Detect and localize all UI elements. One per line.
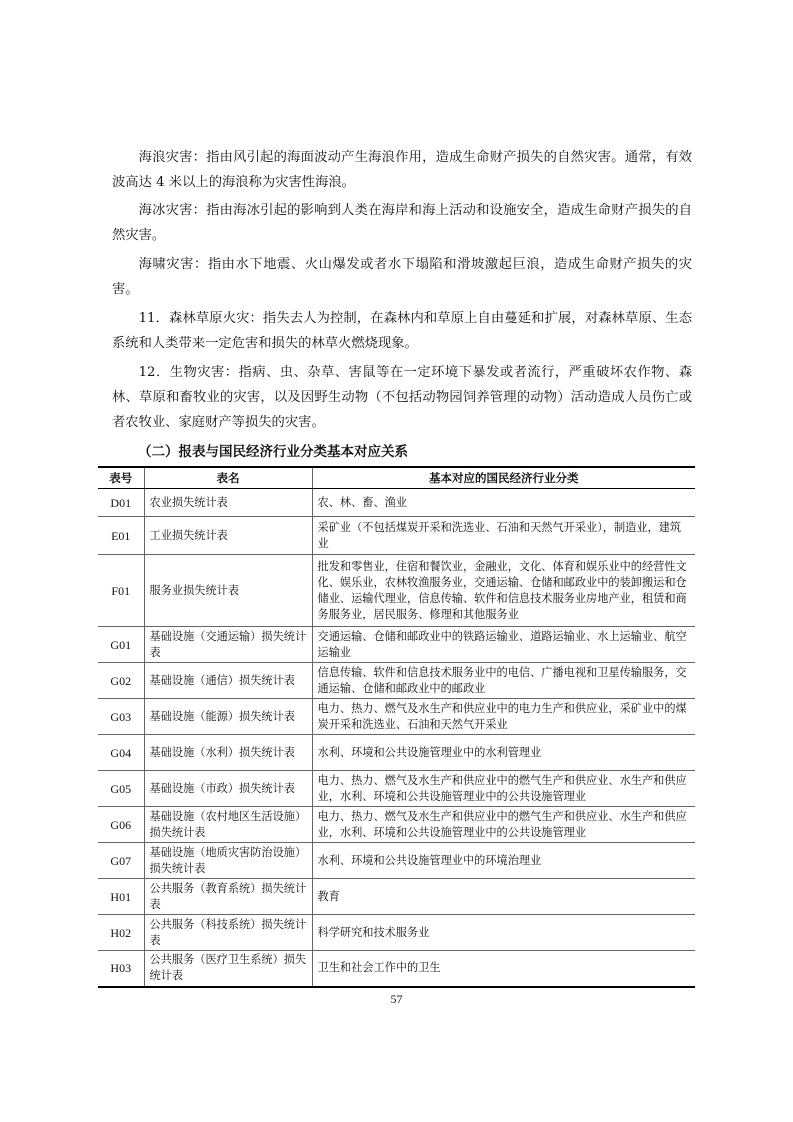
row-name: 工业损失统计表 xyxy=(144,517,312,555)
table-row xyxy=(98,627,695,663)
paragraph-tsunami-disaster: 海啸灾害：指由水下地震、火山爆发或者水下塌陷和滑坡激起巨浪，造成生命财产损失的灾害。 xyxy=(112,257,692,297)
table-row xyxy=(98,555,695,627)
row-industry: 科学研究和技术服务业 xyxy=(312,915,695,951)
row-code: G03 xyxy=(98,699,144,735)
table-row xyxy=(98,915,695,951)
row-code: H02 xyxy=(98,915,144,951)
paragraph-biological-disaster: 12．生物灾害：指病、虫、杂草、害鼠等在一定环境下暴发或者流行，严重破坏农作物、森林、草原和畜牧业的灾害，以及因野生动物（不包括动物园饲养管理的动物）活动造成人员伤亡或者农牧业、家庭财产等损失的灾害。 xyxy=(112,365,692,430)
table-row xyxy=(98,879,695,915)
table-row xyxy=(98,489,695,517)
row-name: 公共服务（科技系统）损失统计表 xyxy=(144,915,312,951)
row-industry: 信息传输、软件和信息技术服务业中的电信、广播电视和卫星传输服务，交通运输、仓储和邮政业中的邮政业 xyxy=(312,663,695,699)
paragraph-sea-ice-disaster: 海冰灾害：指由海冰引起的影响到人类在海岸和海上活动和设施安全，造成生命财产损失的自然灾害。 xyxy=(112,203,692,243)
row-industry: 农、林、畜、渔业 xyxy=(312,489,695,517)
table-header-row xyxy=(98,467,695,489)
table-row xyxy=(98,807,695,843)
table-row xyxy=(98,771,695,807)
row-name: 基础设施（市政）损失统计表 xyxy=(144,771,312,807)
row-name: 公共服务（医疗卫生系统）损失统计表 xyxy=(144,951,312,987)
row-name: 公共服务（教育系统）损失统计表 xyxy=(144,879,312,915)
table-row xyxy=(98,663,695,699)
row-code: H03 xyxy=(98,951,144,987)
row-name: 农业损失统计表 xyxy=(144,489,312,517)
row-code: G02 xyxy=(98,663,144,699)
row-name: 服务业损失统计表 xyxy=(144,555,312,627)
row-name: 基础设施（交通运输）损失统计表 xyxy=(144,627,312,663)
industry-mapping-table xyxy=(98,466,695,988)
paragraph-forest-fire: 11．森林草原火灾：指失去人为控制，在森林内和草原上自由蔓延和扩展，对森林草原、生态系统和人类带来一定危害和损失的林草火燃烧现象。 xyxy=(112,311,692,351)
row-code: D01 xyxy=(98,489,144,517)
row-industry: 采矿业（不包括煤炭开采和洗选业、石油和天然气开采业），制造业，建筑业 xyxy=(312,517,695,555)
row-name: 基础设施（通信）损失统计表 xyxy=(144,663,312,699)
row-code: G07 xyxy=(98,843,144,879)
table-row xyxy=(98,699,695,735)
row-industry: 电力、热力、燃气及水生产和供应业中的电力生产和供应业，采矿业中的煤炭开采和洗选业、石油和天然气开采业 xyxy=(312,699,695,735)
table-row xyxy=(98,843,695,879)
header-industry: 基本对应的国民经济行业分类 xyxy=(312,467,695,489)
row-name: 基础设施（农村地区生活设施）损失统计表 xyxy=(144,807,312,843)
row-code: G06 xyxy=(98,807,144,843)
header-code: 表号 xyxy=(98,467,144,489)
row-code: G01 xyxy=(98,627,144,663)
page-number: 57 xyxy=(390,992,403,1006)
row-industry: 电力、热力、燃气及水生产和供应业中的燃气生产和供应业、水生产和供应业，水利、环境和公共设施管理业中的公共设施管理业 xyxy=(312,771,695,807)
row-code: F01 xyxy=(98,555,144,627)
row-code: E01 xyxy=(98,517,144,555)
row-code: G05 xyxy=(98,771,144,807)
row-name: 基础设施（地质灾害防治设施）损失统计表 xyxy=(144,843,312,879)
table-row xyxy=(98,951,695,987)
header-name: 表名 xyxy=(144,467,312,489)
row-code: G04 xyxy=(98,735,144,771)
row-industry: 教育 xyxy=(312,879,695,915)
row-industry: 水利、环境和公共设施管理业中的水利管理业 xyxy=(312,735,695,771)
section-title: （二）报表与国民经济行业分类基本对应关系 xyxy=(138,444,408,460)
table-row xyxy=(98,517,695,555)
row-industry: 交通运输、仓储和邮政业中的铁路运输业、道路运输业、水上运输业、航空运输业 xyxy=(312,627,695,663)
table-row xyxy=(98,735,695,771)
row-name: 基础设施（能源）损失统计表 xyxy=(144,699,312,735)
row-industry: 水利、环境和公共设施管理业中的环境治理业 xyxy=(312,843,695,879)
row-name: 基础设施（水利）损失统计表 xyxy=(144,735,312,771)
paragraph-wave-disaster: 海浪灾害：指由风引起的海面波动产生海浪作用，造成生命财产损失的自然灾害。通常，有效波高达 4 米以上的海浪称为灾害性海浪。 xyxy=(112,150,692,190)
row-industry: 卫生和社会工作中的卫生 xyxy=(312,951,695,987)
row-industry: 电力、热力、燃气及水生产和供应业中的燃气生产和供应业、水生产和供应业，水利、环境和公共设施管理业中的公共设施管理业 xyxy=(312,807,695,843)
row-industry: 批发和零售业，住宿和餐饮业，金融业，文化、体育和娱乐业中的经营性文化、娱乐业，农林牧渔服务业，交通运输、仓储和邮政业中的装卸搬运和仓储业、运输代理业，信息传输、软件和信息技术服务业房地产业，租赁和商务服务业，居民服务、修理和其他服务业 xyxy=(312,555,695,627)
row-code: H01 xyxy=(98,879,144,915)
